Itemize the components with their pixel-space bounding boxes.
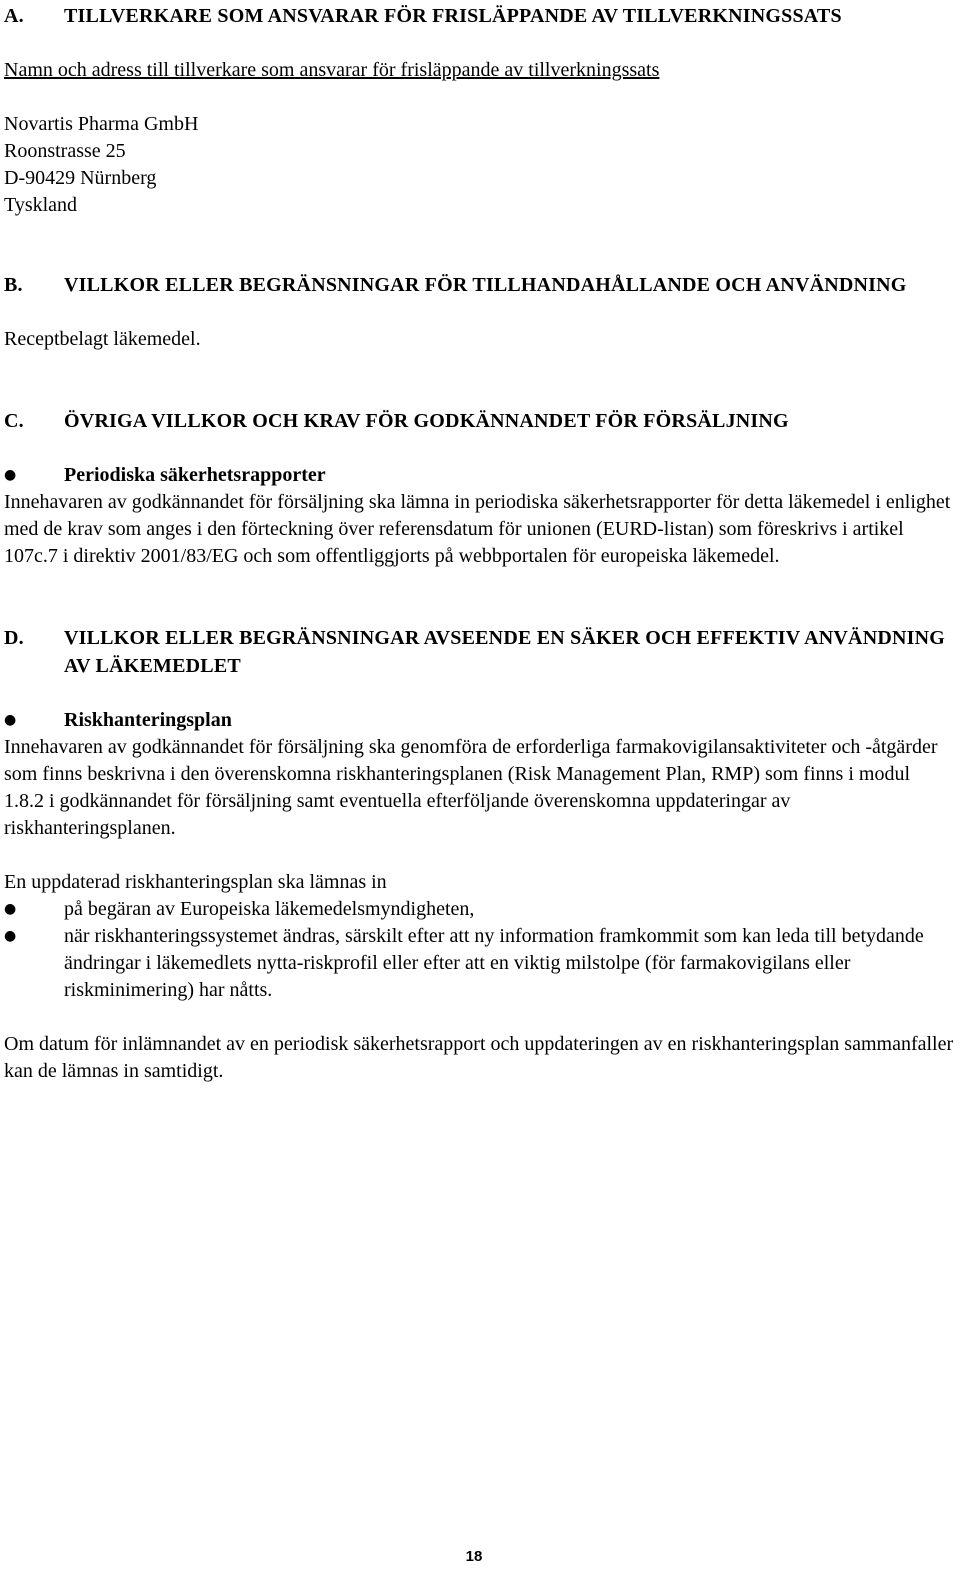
section-c-letter: C. [4, 410, 24, 432]
address-line-country: Tyskland [4, 194, 78, 216]
section-b-letter: B. [4, 274, 23, 296]
section-c-bullet-heading-text: Periodiska säkerhetsrapporter [64, 464, 326, 486]
section-c-bullet-heading [4, 462, 954, 489]
section-a-heading [4, 2, 954, 30]
section-b-heading [4, 271, 954, 299]
section-b-body: Receptbelagt läkemedel. [4, 328, 201, 350]
address-line-street: Roonstrasse 25 [4, 140, 126, 162]
section-a-letter: A. [4, 5, 24, 27]
list-item-text: när riskhanteringssystemet ändras, särskilt efter att ny information framkommit som kan leda till betydande ändringar i läkemedlets nytta-riskprofil eller efter att en viktig milstolpe (för farmakovigilans eller riskminimering) har nåtts. [64, 925, 924, 1001]
bullet-icon: ● [4, 712, 17, 728]
section-a-title: TILLVERKARE SOM ANSVARAR FÖR FRISLÄPPANDE AV TILLVERKNINGSSATS [64, 5, 842, 27]
section-d-update-intro: En uppdaterad riskhanteringsplan ska lämnas in [4, 871, 387, 893]
list-item-text: på begäran av Europeiska läkemedelsmyndigheten, [64, 898, 475, 920]
bullet-icon: ● [4, 928, 17, 944]
address-line-company: Novartis Pharma GmbH [4, 113, 199, 135]
list-item [4, 896, 954, 923]
section-d-letter: D. [4, 627, 24, 649]
address-line-city: D-90429 Nürnberg [4, 167, 157, 189]
section-c-body: Innehavaren av godkännandet för försäljning ska lämna in periodiska säkerhetsrapporter för detta läkemedel i enlighet med de krav som anges i den förteckning över referensdatum för unionen (EURD-listan) som föreskrivs i artikel 107c.7 i direktiv 2001/83/EG och som offentliggjorts på webbportalen för europeiska läkemedel. [4, 491, 951, 567]
page-number: 18 [465, 1548, 483, 1565]
section-d-bullet-heading-text: Riskhanteringsplan [64, 709, 232, 731]
section-d-bullet-heading [4, 707, 954, 734]
manufacturer-address [4, 111, 954, 219]
bullet-icon: ● [4, 901, 17, 917]
document-page [4, 2, 954, 1085]
bullet-icon: ● [4, 467, 17, 483]
section-d-body: Innehavaren av godkännandet för försäljning ska genomföra de erforderliga farmakovigilansaktiviteter och -åtgärder som finns beskrivna i den överenskomna riskhanteringsplanen (Risk Management Plan, RMP) som finns i modul 1.8.2 i godkännandet för försäljning samt eventuella efterföljande överenskomna uppdateringar av riskhanteringsplanen. [4, 736, 938, 839]
section-c-title: ÖVRIGA VILLKOR OCH KRAV FÖR GODKÄNNANDET FÖR FÖRSÄLJNING [64, 410, 789, 432]
list-item [4, 923, 954, 1004]
section-d-heading [4, 624, 954, 680]
section-a-subheading: Namn och adress till tillverkare som ansvarar för frisläppande av tillverkningssats [4, 59, 660, 81]
section-b-title: VILLKOR ELLER BEGRÄNSNINGAR FÖR TILLHANDAHÅLLANDE OCH ANVÄNDNING [64, 274, 907, 296]
section-d-title: VILLKOR ELLER BEGRÄNSNINGAR AVSEENDE EN SÄKER OCH EFFEKTIV ANVÄNDNING AV LÄKEMEDLET [64, 627, 946, 677]
section-c-heading [4, 407, 954, 435]
section-d-closing: Om datum för inlämnandet av en periodisk säkerhetsrapport och uppdateringen av en riskhanteringsplan sammanfaller kan de lämnas in samtidigt. [4, 1033, 954, 1082]
